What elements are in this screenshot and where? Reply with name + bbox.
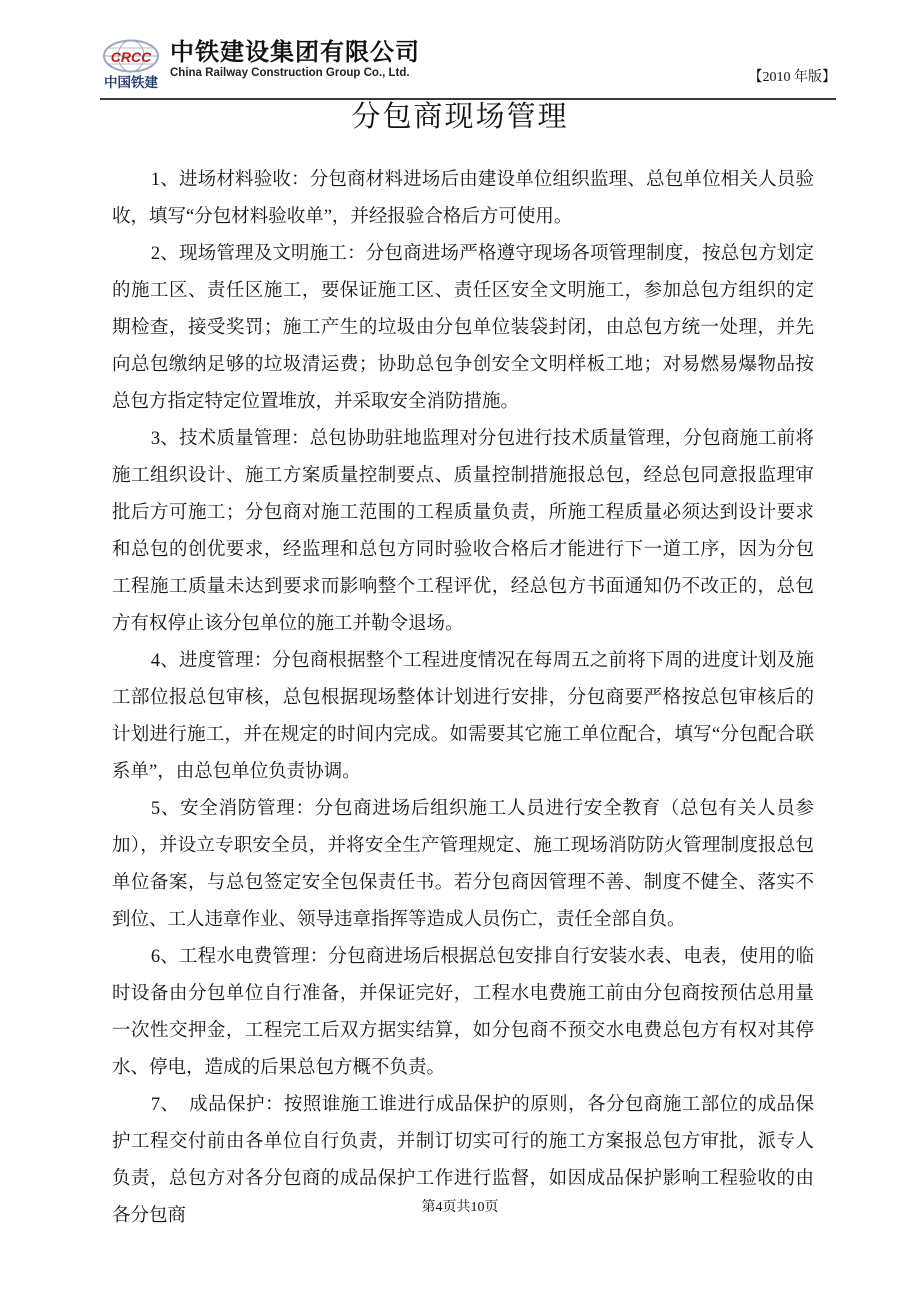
globe-icon — [101, 38, 161, 90]
edition-badge: 【2010 年版】 — [748, 69, 836, 85]
paragraph-4: 4、进度管理：分包商根据整个工程进度情况在每周五之前将下周的进度计划及施工部位报总包审核，总包根据现场整体计划进行安排，分包商要严格按总包审核后的计划进行施工，并在规定的时间内完成。如需要其它施工单位配合，填写“分包配合联系单”，由总包单位负责协调。 — [112, 651, 814, 782]
document-body — [112, 162, 814, 1235]
document-header — [100, 38, 836, 100]
company-names — [170, 38, 420, 81]
company-brand — [100, 38, 420, 95]
page-number-indicator: 第4页共10页 — [421, 1200, 499, 1215]
paragraph-7: 7、 成品保护：按照谁施工谁进行成品保护的原则，各分包商施工部位的成品保护工程交付前由各单位自行负责，并制订切实可行的施工方案报总包方审批，派专人负责，总包方对各分包商的成品保护工作进行监督，如因成品保护影响工程验收的由各分包商 — [112, 1095, 814, 1226]
paragraph-2: 2、现场管理及文明施工：分包商进场严格遵守现场各项管理制度，按总包方划定的施工区、责任区施工，要保证施工区、责任区安全文明施工，参加总包方组织的定期检查，接受奖罚；施工产生的垃圾由分包单位装袋封闭，由总包方统一处理，并先向总包缴纳足够的垃圾清运费；协助总包争创安全文明样板工地；对易燃易爆物品按总包方指定特定位置堆放，并采取安全消防措施。 — [112, 244, 814, 412]
page-title: 分包商现场管理 — [351, 101, 569, 133]
company-name-en: China Railway Construction Group Co., Ltd. — [170, 67, 410, 79]
paragraph-5: 5、安全消防管理：分包商进场后组织施工人员进行安全教育（总包有关人员参加），并设立专职安全员，并将安全生产管理规定、施工现场消防防火管理制度报总包单位备案，与总包签定安全包保责任书。若分包商因管理不善、制度不健全、落实不到位、工人违章作业、领导违章指挥等造成人员伤亡，责任全部自负。 — [112, 799, 814, 930]
crcc-logo — [100, 38, 162, 95]
paragraph-6: 6、工程水电费管理：分包商进场后根据总包安排自行安装水表、电表，使用的临时设备由分包单位自行准备，并保证完好，工程水电费施工前由分包商按预估总用量一次性交押金，工程完工后双方据实结算，如分包商不预交水电费总包方有权对其停水、停电，造成的后果总包方概不负责。 — [112, 947, 814, 1078]
crcc-logo-text: CRCC — [110, 49, 152, 65]
paragraph-3: 3、技术质量管理：总包协助驻地监理对分包进行技术质量管理，分包商施工前将施工组织设计、施工方案质量控制要点、质量控制措施报总包，经总包同意报监理审批后方可施工；分包商对施工范围的工程质量负责，所施工程质量必须达到设计要求和总包的创优要求，经监理和总包方同时验收合格后才能进行下一道工序，因为分包工程施工质量未达到要求而影响整个工程评优，经总包方书面通知仍不改正的，总包方有权停止该分包单位的施工并勒令退场。 — [112, 429, 814, 634]
paragraph-1: 1、进场材料验收：分包商材料进场后由建设单位组织监理、总包单位相关人员验收，填写“分包材料验收单”，并经报验合格后方可使用。 — [112, 170, 814, 227]
crcc-logo-caption: 中国铁建 — [104, 75, 158, 90]
company-name-zh: 中铁建设集团有限公司 — [170, 39, 420, 66]
